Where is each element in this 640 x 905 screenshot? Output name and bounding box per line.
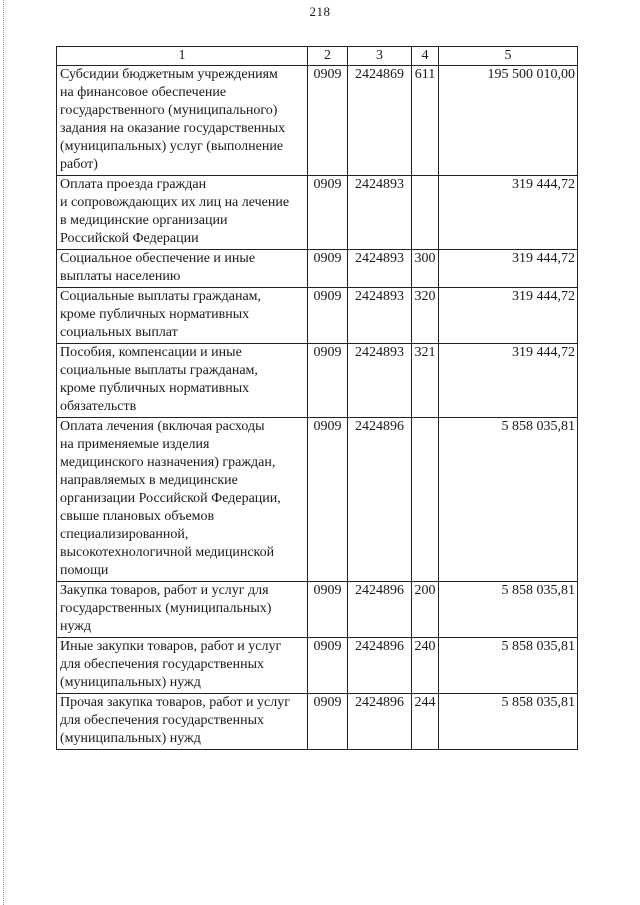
- row-amount: 5 858 035,81: [439, 418, 578, 582]
- row-expense-type: 300: [412, 250, 439, 288]
- table-row: [57, 66, 578, 176]
- table-header: [57, 47, 578, 66]
- row-section: 0909: [308, 288, 348, 344]
- row-target: 2424869: [348, 66, 412, 176]
- row-name: Социальное обеспечение и иные выплаты населению: [57, 250, 308, 288]
- row-name: Пособия, компенсации и иные социальные выплаты гражданам, кроме публичных нормативных обязательств: [57, 344, 308, 418]
- row-amount: 319 444,72: [439, 176, 578, 250]
- row-expense-type: [412, 176, 439, 250]
- row-expense-type: 200: [412, 582, 439, 638]
- row-expense-type: 611: [412, 66, 439, 176]
- row-amount: 5 858 035,81: [439, 582, 578, 638]
- row-name: Закупка товаров, работ и услуг для государственных (муниципальных) нужд: [57, 582, 308, 638]
- header-row: [57, 47, 578, 66]
- row-section: 0909: [308, 418, 348, 582]
- row-target: 2424893: [348, 250, 412, 288]
- row-amount: 319 444,72: [439, 250, 578, 288]
- row-amount: 195 500 010,00: [439, 66, 578, 176]
- row-target: 2424896: [348, 582, 412, 638]
- table-row: [57, 418, 578, 582]
- row-expense-type: 320: [412, 288, 439, 344]
- header-col-expense-type: 4: [412, 47, 439, 66]
- row-amount: 319 444,72: [439, 344, 578, 418]
- header-col-section: 2: [308, 47, 348, 66]
- row-name: Социальные выплаты гражданам, кроме публичных нормативных социальных выплат: [57, 288, 308, 344]
- header-col-name: 1: [57, 47, 308, 66]
- budget-table: [56, 46, 578, 750]
- row-section: 0909: [308, 176, 348, 250]
- row-target: 2424896: [348, 694, 412, 750]
- row-expense-type: 321: [412, 344, 439, 418]
- row-name: Оплата лечения (включая расходы на применяемые изделия медицинского назначения) граждан, направляемых в медицинские организации Российской Федерации, свыше плановых объемов специализированной, высокотехнологичной медицинской помощи: [57, 418, 308, 582]
- row-name: Оплата проезда граждан и сопровождающих их лиц на лечение в медицинские организации Российской Федерации: [57, 176, 308, 250]
- table-row: [57, 638, 578, 694]
- row-target: 2424893: [348, 344, 412, 418]
- header-col-target: 3: [348, 47, 412, 66]
- row-expense-type: [412, 418, 439, 582]
- row-section: 0909: [308, 66, 348, 176]
- table-row: [57, 288, 578, 344]
- row-target: 2424896: [348, 638, 412, 694]
- page-number: 218: [309, 4, 331, 19]
- row-target: 2424896: [348, 418, 412, 582]
- row-target: 2424893: [348, 288, 412, 344]
- row-expense-type: 244: [412, 694, 439, 750]
- row-expense-type: 240: [412, 638, 439, 694]
- header-col-amount: 5: [439, 47, 578, 66]
- scan-left-edge: [3, 0, 4, 905]
- row-section: 0909: [308, 638, 348, 694]
- row-target: 2424893: [348, 176, 412, 250]
- row-name: Субсидии бюджетным учреждениям на финансовое обеспечение государственного (муниципального) задания на оказание государственных (муниципальных) услуг (выполнение работ): [57, 66, 308, 176]
- row-section: 0909: [308, 344, 348, 418]
- table-body: [57, 66, 578, 750]
- table-row: [57, 250, 578, 288]
- table-row: [57, 344, 578, 418]
- row-amount: 5 858 035,81: [439, 694, 578, 750]
- row-section: 0909: [308, 582, 348, 638]
- table-row: [57, 176, 578, 250]
- table-row: [57, 694, 578, 750]
- row-name: Прочая закупка товаров, работ и услуг для обеспечения государственных (муниципальных) нужд: [57, 694, 308, 750]
- table-row: [57, 582, 578, 638]
- row-amount: 5 858 035,81: [439, 638, 578, 694]
- row-section: 0909: [308, 250, 348, 288]
- row-amount: 319 444,72: [439, 288, 578, 344]
- row-name: Иные закупки товаров, работ и услуг для обеспечения государственных (муниципальных) нужд: [57, 638, 308, 694]
- row-section: 0909: [308, 694, 348, 750]
